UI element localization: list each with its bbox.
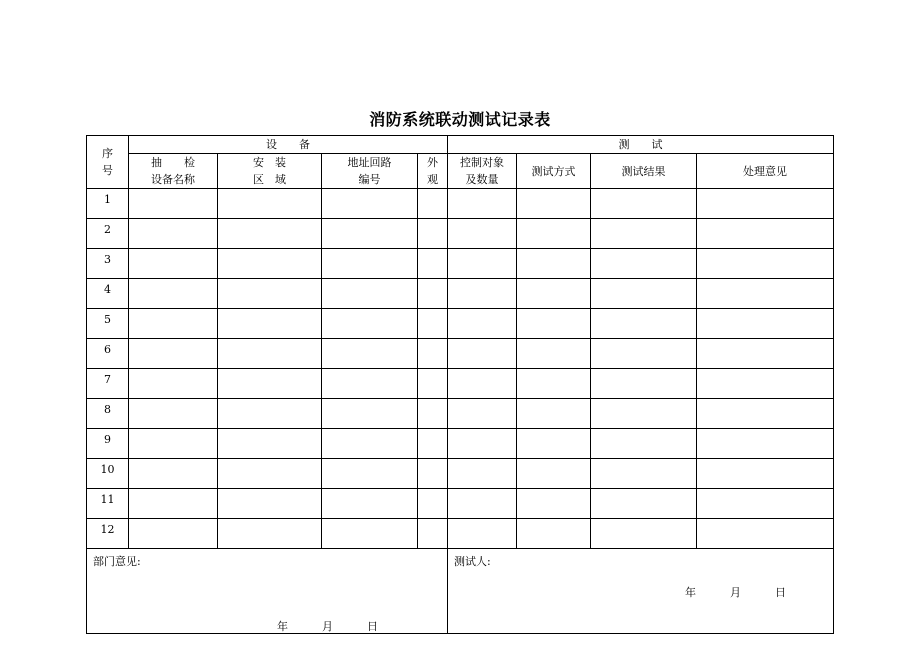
cell-handling-opinion[interactable] — [697, 219, 834, 249]
date-month: 月 — [322, 620, 333, 633]
header-test-method: 测试方式 — [517, 154, 591, 189]
cell-address-loop[interactable] — [322, 489, 418, 519]
cell-install-area[interactable] — [218, 309, 322, 339]
header-seq-line2: 号 — [102, 164, 113, 177]
cell-handling-opinion[interactable] — [697, 339, 834, 369]
row-seq: 7 — [87, 369, 129, 399]
cell-test-result[interactable] — [591, 189, 697, 219]
header-appearance — [418, 154, 448, 189]
cell-handling-opinion[interactable] — [697, 399, 834, 429]
cell-sample-equipment[interactable] — [129, 309, 218, 339]
cell-handling-opinion[interactable] — [697, 489, 834, 519]
row-seq: 9 — [87, 429, 129, 459]
cell-install-area[interactable] — [218, 339, 322, 369]
cell-handling-opinion[interactable] — [697, 249, 834, 279]
cell-control-object[interactable] — [448, 429, 517, 459]
cell-appearance[interactable] — [418, 189, 448, 219]
cell-sample-equipment[interactable] — [129, 519, 218, 549]
cell-install-area[interactable] — [218, 429, 322, 459]
cell-sample-equipment[interactable] — [129, 459, 218, 489]
cell-sample-equipment[interactable] — [129, 489, 218, 519]
cell-test-result[interactable] — [591, 219, 697, 249]
cell-address-loop[interactable] — [322, 309, 418, 339]
cell-sample-equipment[interactable] — [129, 399, 218, 429]
table-row — [87, 369, 834, 399]
date-year: 年 — [685, 586, 696, 599]
row-seq: 2 — [87, 219, 129, 249]
header-control-line2: 及数量 — [465, 173, 499, 186]
cell-appearance[interactable] — [418, 339, 448, 369]
cell-control-object[interactable] — [448, 369, 517, 399]
cell-test-result[interactable] — [591, 309, 697, 339]
cell-test-method[interactable] — [517, 339, 591, 369]
cell-install-area[interactable] — [218, 279, 322, 309]
cell-handling-opinion[interactable] — [697, 459, 834, 489]
cell-appearance[interactable] — [418, 459, 448, 489]
cell-sample-equipment[interactable] — [129, 279, 218, 309]
cell-address-loop[interactable] — [322, 399, 418, 429]
cell-control-object[interactable] — [448, 459, 517, 489]
header-install-area — [218, 154, 322, 189]
cell-handling-opinion[interactable] — [697, 369, 834, 399]
cell-sample-equipment[interactable] — [129, 369, 218, 399]
cell-address-loop[interactable] — [322, 219, 418, 249]
cell-appearance[interactable] — [418, 429, 448, 459]
cell-test-method[interactable] — [517, 249, 591, 279]
cell-control-object[interactable] — [448, 339, 517, 369]
cell-handling-opinion[interactable] — [697, 309, 834, 339]
tester-date — [685, 584, 786, 601]
cell-test-result[interactable] — [591, 279, 697, 309]
header-seq-line1: 序 — [102, 147, 113, 160]
cell-install-area[interactable] — [218, 219, 322, 249]
table-row — [87, 459, 834, 489]
cell-test-result[interactable] — [591, 489, 697, 519]
cell-sample-equipment[interactable] — [129, 249, 218, 279]
header-install-line1: 安 装 — [253, 156, 286, 169]
cell-appearance[interactable] — [418, 279, 448, 309]
date-day: 日 — [775, 586, 786, 599]
cell-test-result[interactable] — [591, 399, 697, 429]
cell-test-result[interactable] — [591, 519, 697, 549]
table-row — [87, 249, 834, 279]
cell-address-loop[interactable] — [322, 369, 418, 399]
dept-opinion-label: 部门意见: — [93, 555, 141, 568]
header-appearance-line1: 外 — [427, 156, 438, 169]
cell-control-object[interactable] — [448, 309, 517, 339]
row-seq: 4 — [87, 279, 129, 309]
row-seq: 5 — [87, 309, 129, 339]
test-record-table — [86, 135, 834, 634]
header-sample-line2: 设备名称 — [151, 173, 195, 186]
header-control-line1: 控制对象 — [460, 156, 504, 169]
cell-test-method[interactable] — [517, 399, 591, 429]
header-install-line2: 区 域 — [253, 173, 286, 186]
cell-sample-equipment[interactable] — [129, 189, 218, 219]
cell-address-loop[interactable] — [322, 459, 418, 489]
dept-opinion-date — [277, 618, 378, 635]
table-row — [87, 339, 834, 369]
row-seq: 12 — [87, 519, 129, 549]
cell-sample-equipment[interactable] — [129, 429, 218, 459]
cell-address-loop[interactable] — [322, 339, 418, 369]
header-test-result: 测试结果 — [591, 154, 697, 189]
row-seq: 11 — [87, 489, 129, 519]
header-sample-line1: 抽 检 — [151, 156, 195, 169]
cell-test-method[interactable] — [517, 219, 591, 249]
cell-sample-equipment[interactable] — [129, 339, 218, 369]
cell-test-method[interactable] — [517, 459, 591, 489]
table-row — [87, 309, 834, 339]
cell-test-method[interactable] — [517, 429, 591, 459]
cell-test-method[interactable] — [517, 279, 591, 309]
header-address-line1: 地址回路 — [347, 156, 392, 169]
cell-test-method[interactable] — [517, 369, 591, 399]
tester-box[interactable] — [448, 549, 834, 634]
date-year: 年 — [277, 620, 288, 633]
header-appearance-line2: 观 — [427, 173, 438, 186]
cell-address-loop[interactable] — [322, 519, 418, 549]
cell-address-loop[interactable] — [322, 279, 418, 309]
row-seq: 6 — [87, 339, 129, 369]
cell-test-method[interactable] — [517, 519, 591, 549]
date-day: 日 — [367, 620, 378, 633]
header-equipment-group: 设 备 — [129, 136, 448, 154]
cell-install-area[interactable] — [218, 189, 322, 219]
header-address-line2: 编号 — [358, 173, 381, 186]
cell-handling-opinion[interactable] — [697, 279, 834, 309]
cell-install-area[interactable] — [218, 459, 322, 489]
cell-handling-opinion[interactable] — [697, 189, 834, 219]
header-seq — [87, 136, 129, 189]
table-row — [87, 489, 834, 519]
cell-test-method[interactable] — [517, 489, 591, 519]
header-handling-opinion: 处理意见 — [697, 154, 834, 189]
cell-appearance[interactable] — [418, 519, 448, 549]
date-month: 月 — [730, 586, 741, 599]
cell-install-area[interactable] — [218, 399, 322, 429]
cell-address-loop[interactable] — [322, 189, 418, 219]
cell-install-area[interactable] — [218, 249, 322, 279]
row-seq: 1 — [87, 189, 129, 219]
cell-handling-opinion[interactable] — [697, 519, 834, 549]
cell-address-loop[interactable] — [322, 249, 418, 279]
cell-appearance[interactable] — [418, 399, 448, 429]
cell-control-object[interactable] — [448, 399, 517, 429]
tester-label: 测试人: — [454, 555, 491, 568]
cell-control-object[interactable] — [448, 249, 517, 279]
cell-control-object[interactable] — [448, 279, 517, 309]
cell-test-result[interactable] — [591, 249, 697, 279]
cell-test-result[interactable] — [591, 339, 697, 369]
dept-opinion-box[interactable] — [87, 549, 448, 634]
cell-test-method[interactable] — [517, 309, 591, 339]
header-address-loop — [322, 154, 418, 189]
cell-control-object[interactable] — [448, 489, 517, 519]
cell-appearance[interactable] — [418, 219, 448, 249]
cell-sample-equipment[interactable] — [129, 219, 218, 249]
cell-test-result[interactable] — [591, 429, 697, 459]
cell-install-area[interactable] — [218, 489, 322, 519]
table-row — [87, 279, 834, 309]
table-row — [87, 399, 834, 429]
table-row — [87, 519, 834, 549]
row-seq: 3 — [87, 249, 129, 279]
cell-appearance[interactable] — [418, 369, 448, 399]
cell-test-method[interactable] — [517, 189, 591, 219]
page-title: 消防系统联动测试记录表 — [369, 110, 551, 129]
cell-test-result[interactable] — [591, 369, 697, 399]
header-control-object — [448, 154, 517, 189]
row-seq: 8 — [87, 399, 129, 429]
header-sample-equipment — [129, 154, 218, 189]
cell-appearance[interactable] — [418, 309, 448, 339]
cell-test-result[interactable] — [591, 459, 697, 489]
table-row — [87, 429, 834, 459]
cell-install-area[interactable] — [218, 369, 322, 399]
cell-address-loop[interactable] — [322, 429, 418, 459]
row-seq: 10 — [87, 459, 129, 489]
header-test-group: 测 试 — [448, 136, 834, 154]
cell-appearance[interactable] — [418, 489, 448, 519]
cell-control-object[interactable] — [448, 219, 517, 249]
cell-install-area[interactable] — [218, 519, 322, 549]
cell-control-object[interactable] — [448, 519, 517, 549]
table-row — [87, 189, 834, 219]
table-row — [87, 219, 834, 249]
cell-appearance[interactable] — [418, 249, 448, 279]
cell-control-object[interactable] — [448, 189, 517, 219]
cell-handling-opinion[interactable] — [697, 429, 834, 459]
